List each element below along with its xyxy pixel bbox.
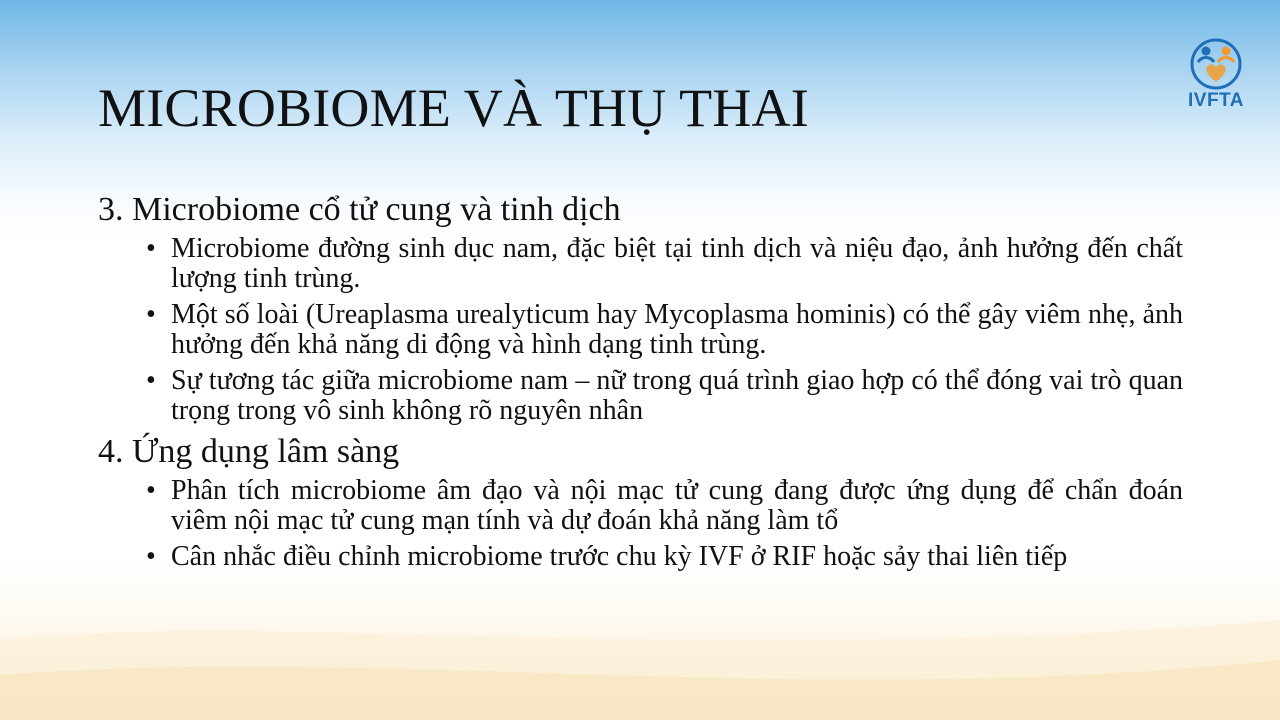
ivfta-logo — [1176, 38, 1256, 124]
section-clinical-application — [98, 432, 1183, 572]
bullet-list — [98, 234, 1183, 426]
bullet-text: Cân nhắc điều chỉnh microbiome trước chu kỳ IVF ở RIF hoặc sảy thai liên tiếp — [171, 541, 1068, 572]
bullet-dot: • — [146, 475, 156, 506]
bullet-text: Sự tương tác giữa microbiome nam – nữ trong quá trình giao hợp có thể đóng vai trò quan trọng trong vô sinh không rõ nguyên nhân — [171, 365, 1183, 426]
section-cervical-semen-microbiome — [98, 190, 1183, 426]
bullet-dot: • — [146, 541, 156, 572]
slide-title: MICROBIOME VÀ THỤ THAI — [98, 78, 809, 138]
bullet-item — [98, 476, 1183, 536]
logo-text: IVFTA — [1188, 90, 1244, 111]
bullet-item — [98, 542, 1183, 572]
bullet-text: Một số loài (Ureaplasma urealyticum hay Mycoplasma hominis) có thể gây viêm nhẹ, ảnh hưởng đến khả năng di động và hình dạng tinh trùng. — [171, 299, 1183, 360]
bullet-text: Phân tích microbiome âm đạo và nội mạc tử cung đang được ứng dụng để chẩn đoán viêm nội mạc tử cung mạn tính và dự đoán khả năng làm tổ — [171, 475, 1183, 536]
family-heart-icon — [1176, 38, 1256, 90]
bullet-item — [98, 234, 1183, 294]
slide-content — [98, 190, 1183, 578]
bullet-dot: • — [146, 299, 156, 330]
bullet-item — [98, 300, 1183, 360]
bullet-text: Microbiome đường sinh dục nam, đặc biệt tại tinh dịch và niệu đạo, ảnh hưởng đến chất lượng tinh trùng. — [171, 233, 1183, 294]
section-heading: 4. Ứng dụng lâm sàng — [98, 433, 400, 470]
bullet-list — [98, 476, 1183, 572]
section-heading: 3. Microbiome cổ tử cung và tinh dịch — [98, 191, 621, 228]
bullet-item — [98, 366, 1183, 426]
bullet-dot: • — [146, 233, 156, 264]
bullet-dot: • — [146, 365, 156, 396]
background-wave-decoration — [0, 600, 1280, 720]
